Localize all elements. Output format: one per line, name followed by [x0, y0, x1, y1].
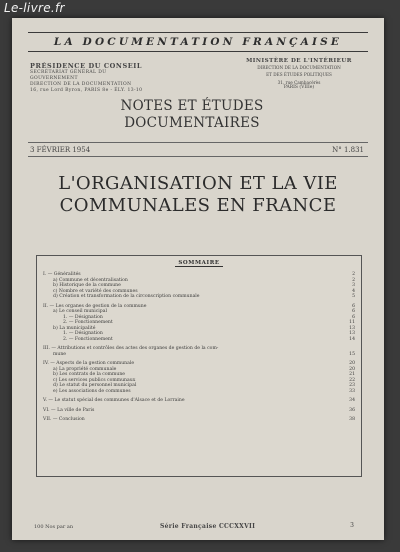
divider — [28, 142, 368, 143]
toc-entry-page: 20 — [349, 361, 355, 366]
toc-entry-page: 15 — [349, 351, 355, 357]
toc-entry — [43, 389, 355, 395]
toc-entry-page: 6 — [352, 303, 355, 309]
toc-entry-text: b) Historique de la commune — [53, 283, 121, 288]
toc-entry-text: II. — Les organes de gestion de la commune — [43, 303, 147, 309]
toc-entry-page: 2 — [352, 277, 355, 283]
toc-entry-page: 13 — [349, 331, 355, 336]
toc-entry-page: 33 — [349, 388, 355, 394]
right-header-line4: 31, rue Cambacérès — [277, 80, 321, 85]
toc-entry-page: 23 — [349, 383, 355, 388]
table-of-contents — [43, 272, 355, 423]
toc-entry-text: c) Les services publics communaux — [53, 377, 136, 383]
toc-entry-page: 21 — [349, 372, 355, 377]
toc-entry-page: 14 — [349, 336, 355, 342]
toc-entry — [43, 294, 355, 300]
series-title-line1: NOTES ET ÉTUDES — [120, 98, 264, 114]
toc-entry-page: 36 — [349, 407, 355, 413]
summary-box — [36, 255, 362, 477]
title-line2: COMMUNALES EN FRANCE — [59, 195, 337, 216]
toc-entry — [43, 337, 355, 343]
toc-entry-text: a) Le conseil municipal — [53, 309, 107, 314]
issue-number: N° 1.831 — [332, 146, 364, 154]
toc-entry-page: 6 — [352, 314, 355, 320]
divider — [28, 156, 368, 157]
title-line1: L'ORGANISATION ET LA VIE — [58, 173, 338, 194]
toc-entry-page: 34 — [349, 398, 355, 403]
toc-entry-text: mune — [53, 351, 66, 357]
toc-entry-page: 2 — [352, 272, 355, 277]
toc-entry — [43, 398, 355, 404]
right-header — [244, 58, 354, 90]
left-header-line4: 16, rue Lord Byron, PARIS 8e - ÉLY. 13-10 — [30, 88, 143, 93]
toc-entry-text: d) Création et transformation de la circonscription communale — [53, 294, 200, 299]
toc-entry-text: III. — Attributions et contrôles des actes des organes de gestion de la com- — [43, 346, 219, 351]
left-header — [30, 62, 155, 94]
summary-heading-text: SOMMAIRE — [175, 260, 222, 267]
toc-entry — [43, 417, 355, 423]
toc-entry-page: 3 — [352, 283, 355, 288]
toc-entry-page: 4 — [352, 288, 355, 294]
toc-entry-text: 2. — Fonctionnement — [63, 320, 113, 325]
toc-entry-text: 1. — Désignation — [63, 331, 103, 336]
right-header-line5: PARIS (VIIIe) — [283, 85, 315, 90]
left-header-line1: PRÉSIDENCE DU CONSEIL — [30, 62, 143, 70]
left-header-line2: SECRÉTARIAT GÉNÉRAL DU GOUVERNEMENT — [30, 70, 107, 81]
series-title-line2: DOCUMENTAIRES — [124, 115, 260, 131]
toc-entry-text: 2. — Fonctionnement — [63, 336, 113, 342]
toc-entry-text: b) Les contrats de la commune — [53, 372, 125, 377]
document-page — [12, 18, 384, 540]
toc-entry — [43, 352, 355, 358]
toc-entry-page: 11 — [349, 320, 355, 325]
footer-series: Série Française CCCXXVII — [160, 523, 256, 530]
toc-entry-text: e) Les associations de communes — [53, 388, 131, 394]
toc-entry-text: VI. — La ville de Paris — [43, 407, 95, 413]
toc-entry-page: 38 — [349, 417, 355, 422]
right-header-line2: DIRECTION DE LA DOCUMENTATION — [257, 65, 341, 70]
toc-entry-text: a) La propriété communale — [53, 366, 117, 372]
summary-heading — [37, 260, 361, 266]
toc-entry-text: IV. — Aspects de la gestion communale — [43, 361, 135, 366]
toc-entry-page: 20 — [349, 366, 355, 372]
issue-date: 3 FÉVRIER 1954 — [30, 146, 91, 154]
toc-entry-text: VII. — Conclusion — [43, 417, 85, 422]
toc-entry-text: I. — Généralités — [43, 272, 81, 277]
toc-entry-text: a) Commune et décentralisation — [53, 277, 128, 283]
document-title — [32, 173, 364, 217]
toc-entry — [43, 408, 355, 414]
toc-entry-text: d) Le statut du personnel municipal — [53, 383, 137, 388]
right-header-line3: ET DES ÉTUDES POLITIQUES — [266, 71, 332, 77]
right-header-line1: MINISTÈRE DE L'INTÉRIEUR — [246, 58, 352, 64]
toc-entry-text: b) La municipalité — [53, 325, 96, 331]
toc-entry-text: c) Nombre et variété des communes — [53, 288, 138, 294]
toc-entry-page: 6 — [352, 309, 355, 314]
toc-entry-text: 1. — Désignation — [63, 314, 103, 320]
footer-mark: 3 — [350, 522, 354, 529]
publisher-banner: LA DOCUMENTATION FRANÇAISE — [28, 32, 368, 52]
toc-entry-page: 13 — [349, 325, 355, 331]
watermark-text: Le-livre.fr — [4, 1, 65, 15]
left-header-line3: DIRECTION DE LA DOCUMENTATION — [30, 82, 132, 87]
series-title — [112, 98, 272, 132]
footer-frequency: 100 Nos par an — [34, 524, 74, 530]
toc-entry-page: 5 — [352, 294, 355, 299]
toc-entry-text: V. — Le statut spécial des communes d'Alsace et de Lorraine — [43, 398, 185, 403]
toc-entry-page: 22 — [349, 377, 355, 383]
